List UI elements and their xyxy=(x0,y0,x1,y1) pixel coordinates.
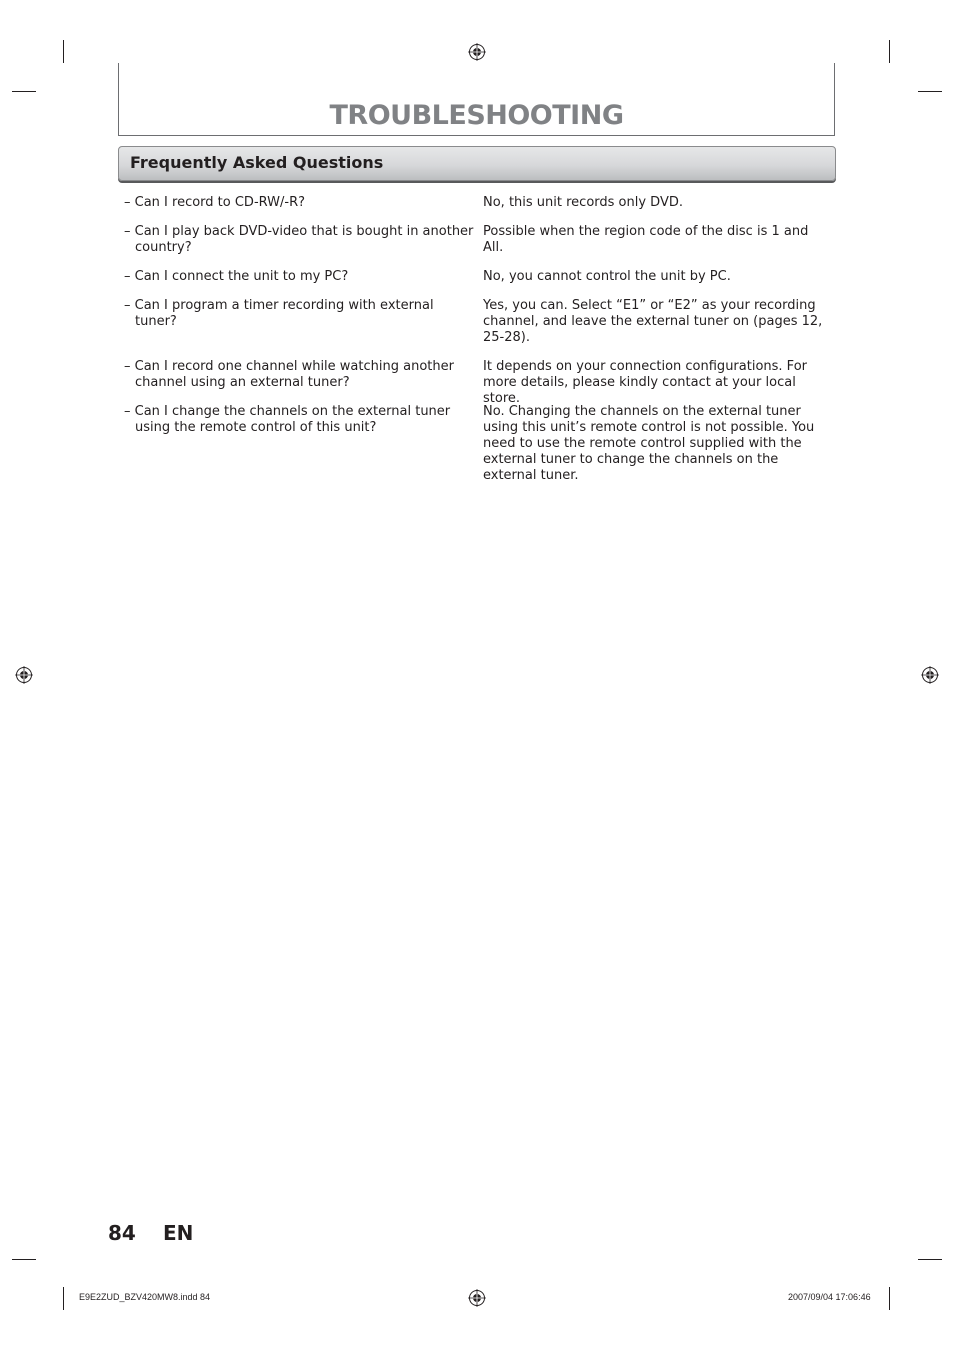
faq-answer: Yes, you can. Select “E1” or “E2” as your recording channel, and leave the external tuner on (pages 12, 25-28). xyxy=(483,298,823,345)
faq-answer: No, you cannot control the unit by PC. xyxy=(483,269,731,284)
slug-file-name: E9E2ZUD_BZV420MW8.indd 84 xyxy=(79,1292,211,1302)
faq-question: – Can I connect the unit to my PC? xyxy=(124,269,349,284)
crop-mark xyxy=(63,40,64,63)
registration-target-icon xyxy=(468,43,486,61)
faq-question: – Can I change the channels on the external tuner using the remote control of this unit? xyxy=(124,404,451,435)
crop-mark xyxy=(918,1259,942,1260)
page-number: 84 xyxy=(108,1221,136,1245)
faq-question: – Can I play back DVD-video that is bought in another country? xyxy=(124,224,474,255)
registration-target-icon xyxy=(921,666,939,684)
section-header-bar xyxy=(118,146,836,181)
faq-question: – Can I record one channel while watching another channel using an external tuner? xyxy=(124,359,454,390)
section-title: Frequently Asked Questions xyxy=(130,153,384,172)
crop-mark xyxy=(918,91,942,92)
faq-answer: No, this unit records only DVD. xyxy=(483,195,683,210)
crop-mark xyxy=(889,40,890,63)
registration-target-icon xyxy=(468,1289,486,1307)
page-title: TROUBLESHOOTING xyxy=(329,100,624,131)
faq-question: – Can I program a timer recording with external tuner? xyxy=(124,298,434,329)
registration-target-icon xyxy=(15,666,33,684)
page-language: EN xyxy=(163,1221,194,1245)
faq-question: – Can I record to CD-RW/-R? xyxy=(124,195,305,210)
faq-answer: No. Changing the channels on the external tuner using this unit’s remote control is not possible. You need to use the remote control supplied with the external tuner to change the channels on the external tuner. xyxy=(483,404,815,483)
faq-answer: It depends on your connection configurations. For more details, please kindly contact at your local store. xyxy=(483,359,807,406)
crop-mark xyxy=(12,1259,36,1260)
crop-mark xyxy=(63,1287,64,1310)
crop-mark xyxy=(12,91,36,92)
slug-timestamp: 2007/09/04 17:06:46 xyxy=(788,1292,871,1302)
crop-mark xyxy=(889,1287,890,1310)
faq-answer: Possible when the region code of the disc is 1 and All. xyxy=(483,224,809,255)
